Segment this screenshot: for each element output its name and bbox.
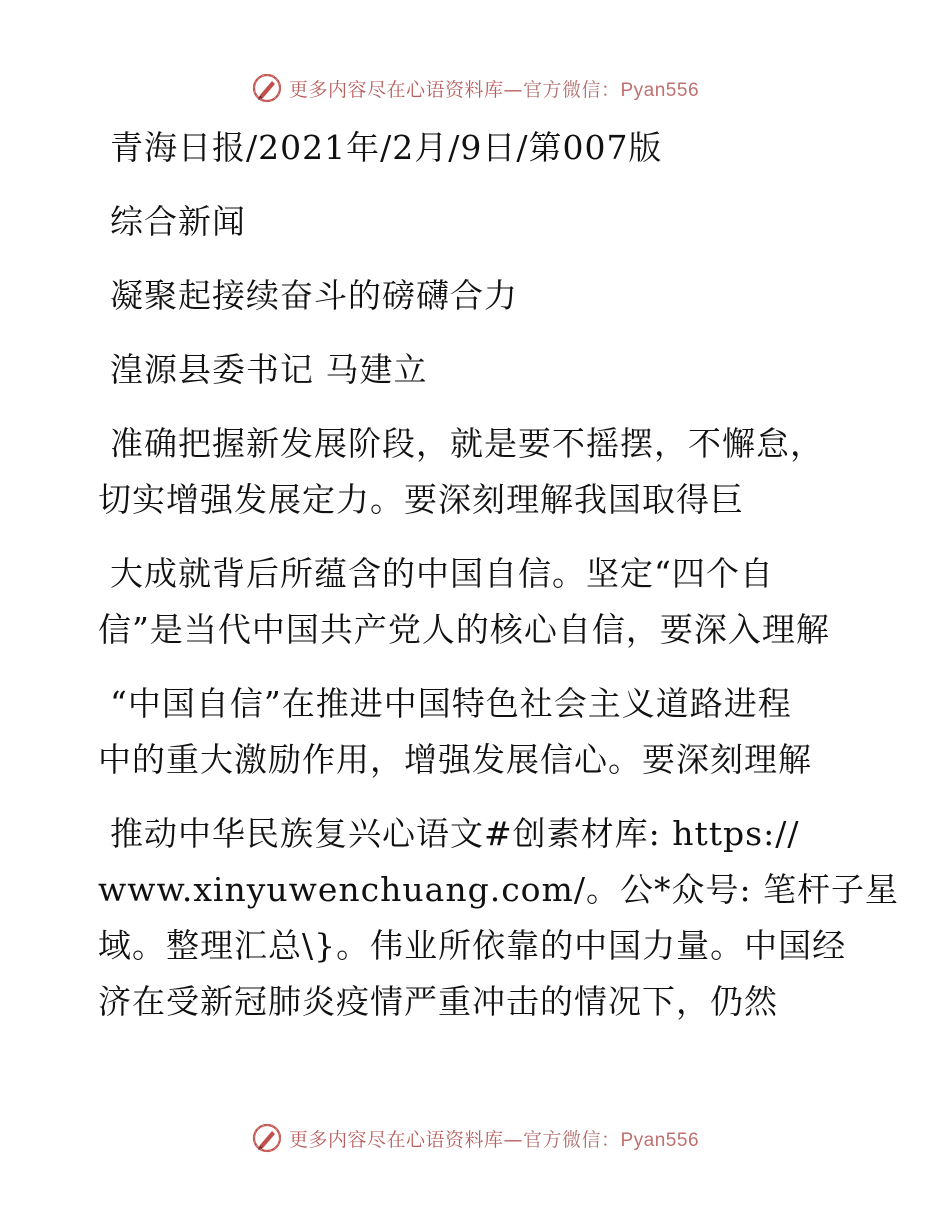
newspaper-source-line: 青海日报/2021年/2月/9日/第007版 [110, 128, 663, 167]
body-line: “中国自信”在推进中国特色社会主义道路进程 [110, 684, 792, 723]
watermark-official-label: 官方微信： [522, 1128, 621, 1151]
pen-logo-icon [251, 72, 283, 104]
body-line: 信”是当代中国共产党人的核心自信，要深入理解 [98, 610, 830, 649]
watermark-dash: — [503, 78, 523, 101]
watermark-wechat-id: Pyan556 [620, 1129, 700, 1151]
body-line: 切实增强发展定力。要深刻理解我国取得巨 [98, 480, 744, 519]
header-watermark [0, 72, 950, 104]
watermark-brand: 更多内容尽在心语资料库 [288, 1128, 504, 1151]
section-label: 综合新闻 [110, 202, 246, 241]
watermark-brand: 更多内容尽在心语资料库 [288, 78, 504, 101]
watermark-text [289, 75, 699, 102]
body-line: 域。整理汇总\}。伟业所依靠的中国力量。中国经 [98, 926, 847, 965]
body-line: www.xinyuwenchuang.com/。公*众号: 笔杆子星 [98, 870, 900, 909]
watermark-dash: — [503, 1128, 523, 1151]
article-title: 凝聚起接续奋斗的磅礴合力 [110, 276, 518, 315]
body-line: 济在受新冠肺炎疫情严重冲击的情况下，仍然 [98, 982, 778, 1021]
pen-logo-icon [251, 1122, 283, 1154]
body-line: 中的重大激励作用，增强发展信心。要深刻理解 [98, 740, 812, 779]
body-line: 推动中华民族复兴心语文#创素材库: https:// [110, 814, 800, 853]
watermark-wechat-id: Pyan556 [620, 79, 700, 101]
body-line: 大成就背后所蕴含的中国自信。坚定“四个自 [110, 554, 774, 593]
watermark-text [289, 1125, 699, 1152]
footer-watermark [0, 1122, 950, 1154]
document-body [98, 120, 900, 1030]
article-author: 湟源县委书记 马建立 [110, 350, 428, 389]
body-line: 准确把握新发展阶段，就是要不摇摆，不懈怠， [110, 424, 824, 463]
watermark-official-label: 官方微信： [522, 78, 621, 101]
